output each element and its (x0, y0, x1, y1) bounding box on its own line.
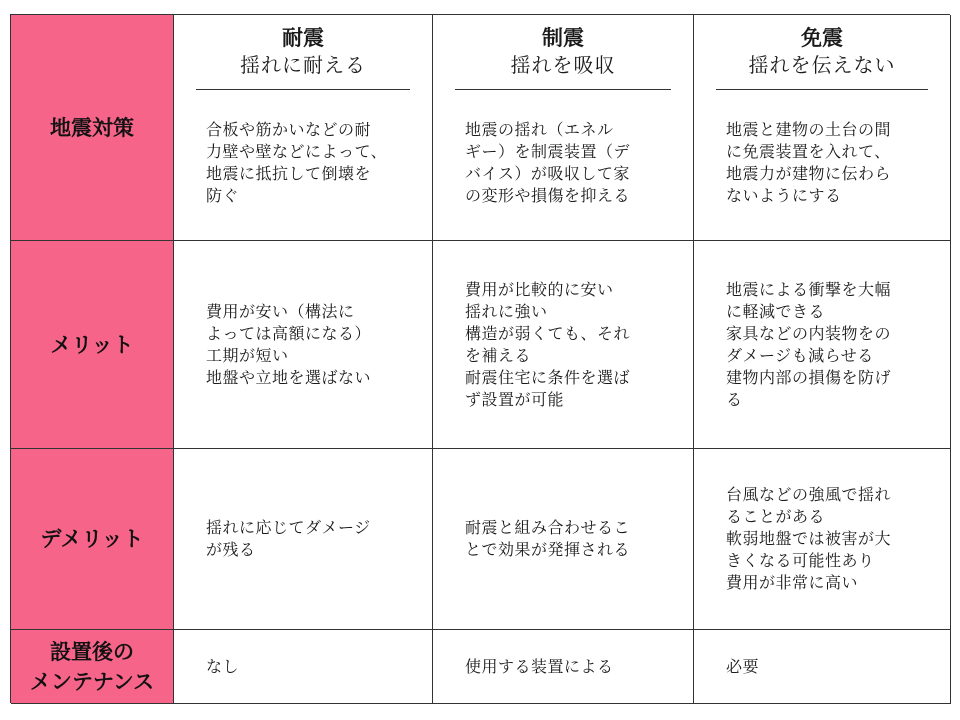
cell-text (694, 119, 950, 207)
cell-text (694, 484, 950, 594)
text-line: ギー）を制震装置（デ (465, 142, 631, 161)
row-header-label: メリット (50, 332, 134, 357)
cell-taishin-merits (174, 241, 433, 449)
cell-taishin-maintenance (174, 630, 433, 704)
text-line: 耐震と組み合わせるこ (465, 518, 631, 537)
comparison-table (10, 14, 950, 703)
cell-text (433, 119, 693, 207)
cell-menshin-measures (694, 15, 951, 241)
column-header-divider (716, 89, 928, 90)
text-line: 防ぐ (206, 186, 240, 205)
text-line: 合板や筋かいなどの耐 (206, 120, 372, 139)
text-line: 地盤や立地を選ばない (206, 367, 372, 387)
text-line: が残る (206, 540, 256, 559)
cell-text (174, 119, 432, 207)
text-line: 力壁や壁などによって、 (206, 142, 388, 161)
cell-text (174, 301, 432, 389)
cell-taishin-measures (174, 15, 433, 241)
row-header-line: 設置後の (49, 639, 134, 664)
text-line: ることがある (726, 507, 826, 526)
text-line: 地震と建物の土台の間 (726, 120, 892, 139)
text-line: を補える (465, 345, 532, 365)
cell-menshin-merits (694, 241, 951, 449)
text-line: に軽減できる (726, 301, 826, 321)
text-line: 使用する装置による (465, 656, 614, 676)
cell-text (433, 279, 693, 411)
column-header-seishin (433, 15, 693, 90)
cell-text (174, 517, 432, 561)
column-header-divider (196, 89, 410, 90)
text-line: 費用が非常に高い (726, 573, 859, 592)
column-title: 制震 (542, 26, 584, 50)
column-subtitle: 揺れを伝えない (748, 53, 896, 77)
text-line: 揺れに強い (465, 301, 548, 321)
text-line: 地震の揺れ（エネル (465, 120, 614, 139)
text-line: 構造が弱くても、それ (465, 323, 631, 343)
text-line: きくなる可能性あり (726, 551, 875, 570)
text-line: 費用が比較的に安い (465, 279, 614, 299)
text-line: ないようにする (726, 186, 842, 205)
text-line: ダメージも減らせる (726, 345, 874, 365)
row-header-demerits (11, 449, 174, 630)
text-line: 軟弱地盤では被害が大 (726, 529, 892, 548)
column-title: 耐震 (282, 26, 324, 50)
column-header-taishin (174, 15, 432, 90)
row-header-label (30, 637, 154, 697)
text-line: 工期が短い (206, 345, 289, 365)
cell-text (694, 656, 950, 678)
text-line: る (726, 389, 743, 409)
column-header-divider (455, 89, 671, 90)
cell-seishin-measures (433, 15, 694, 241)
text-line: 家具などの内装物をの (726, 323, 892, 343)
text-line: 建物内部の損傷を防げ (726, 367, 892, 387)
text-line: 揺れに応じてダメージ (206, 518, 371, 537)
row-header-earthquake-measures (11, 15, 174, 241)
row-header-line: メンテナンス (29, 669, 155, 694)
column-subtitle: 揺れを吸収 (510, 53, 616, 77)
row-header-maintenance (11, 630, 174, 704)
row-header-label: デメリット (40, 527, 144, 551)
text-line: バイス）が吸収して家 (465, 164, 630, 183)
text-line: よっては高額になる） (206, 323, 372, 343)
text-line: 耐震住宅に条件を選ば (465, 367, 631, 387)
text-line: ず設置が可能 (465, 389, 565, 409)
row-header-merits (11, 241, 174, 449)
cell-text (433, 517, 693, 561)
cell-text (694, 279, 950, 411)
cell-taishin-demerits (174, 449, 433, 630)
text-line: 地震力が建物に伝わら (726, 164, 892, 183)
text-line: 地震に抵抗して倒壊を (206, 164, 372, 183)
column-header-menshin (694, 15, 950, 90)
text-line: 台風などの強風で揺れ (726, 485, 892, 504)
cell-seishin-merits (433, 241, 694, 449)
cell-text (174, 656, 432, 678)
text-line: とで効果が発揮される (465, 540, 631, 559)
text-line: 費用が安い（構法に (206, 301, 355, 321)
text-line: の変形や損傷を抑える (465, 186, 631, 205)
cell-menshin-demerits (694, 449, 951, 630)
text-line: 地震による衝撃を大幅 (726, 279, 892, 299)
cell-seishin-maintenance (433, 630, 694, 704)
cell-text (433, 656, 693, 678)
cell-menshin-maintenance (694, 630, 951, 704)
column-subtitle: 揺れに耐える (240, 53, 366, 77)
text-line: 必要 (726, 656, 760, 676)
row-header-label: 地震対策 (50, 115, 134, 140)
text-line: なし (206, 656, 240, 676)
text-line: に免震装置を入れて、 (726, 142, 891, 161)
cell-seishin-demerits (433, 449, 694, 630)
column-title: 免震 (801, 26, 843, 50)
